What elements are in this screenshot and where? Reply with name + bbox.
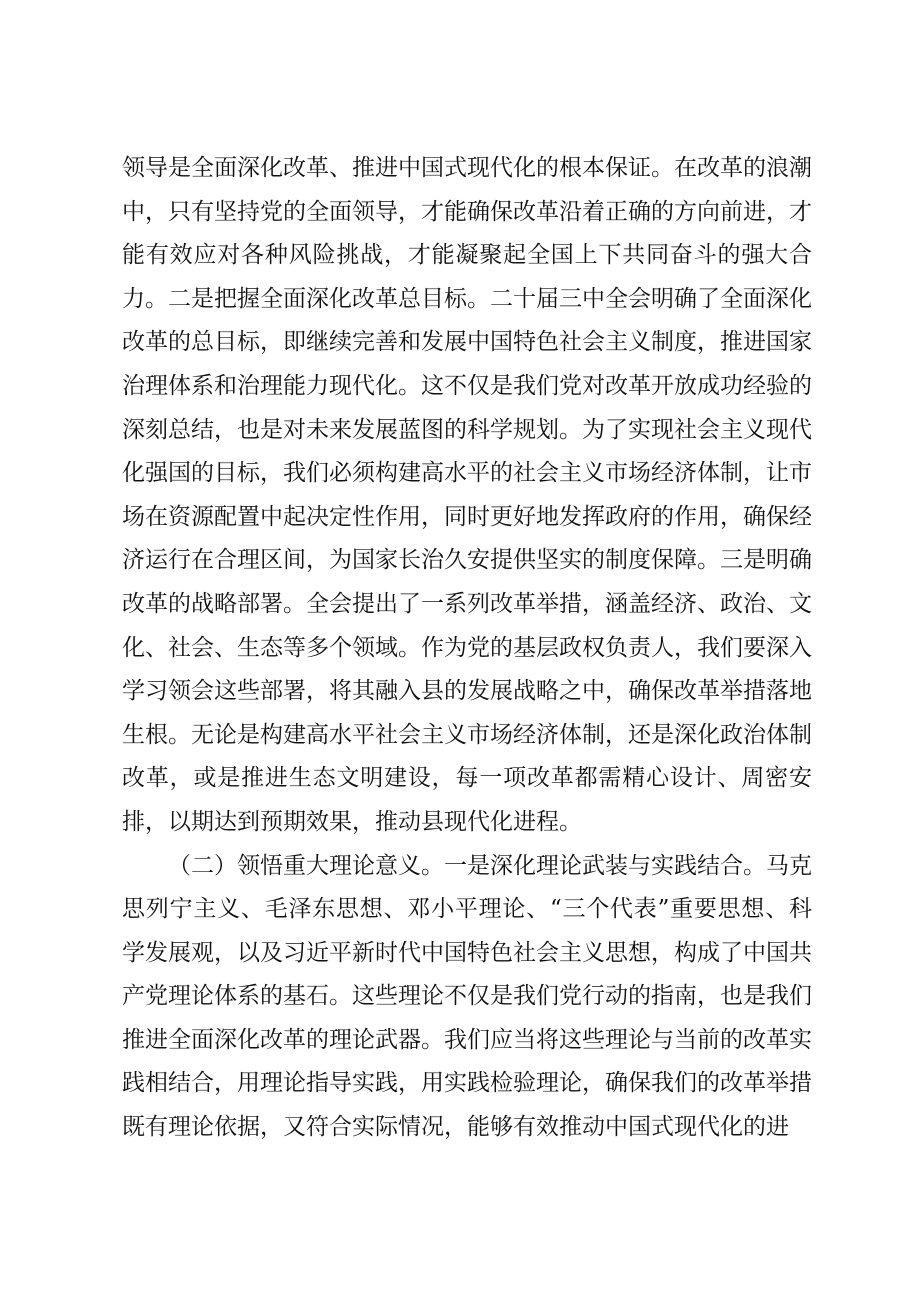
body-text <box>122 147 812 1150</box>
paragraph-section-two: （二）领悟重大理论意义。一是深化理论武装与实践结合。马克思列宁主义、毛泽东思想、邓小平理论、“三个代表”重要思想、科学发展观，以及习近平新时代中国特色社会主义思想，构成了中国共产党理论体系的基石。这些理论不仅是我们党行动的指南，也是我们推进全面深化改革的理论武器。我们应当将这些理论与当前的改革实践相结合，用理论指导实践，用实践检验理论，确保我们的改革举措既有理论依据，又符合实际情况，能够有效推动中国式现代化的进 <box>122 852 812 1141</box>
paragraph-continuation: 领导是全面深化改革、推进中国式现代化的根本保证。在改革的浪潮中，只有坚持党的全面领导，才能确保改革沿着正确的方向前进，才能有效应对各种风险挑战，才能凝聚起全国上下共同奋斗的强大合力。二是把握全面深化改革总目标。二十届三中全会明确了全面深化改革的总目标，即继续完善和发展中国特色社会主义制度，推进国家治理体系和治理能力现代化。这不仅是我们党对改革开放成功经验的深刻总结，也是对未来发展蓝图的科学规划。为了实现社会主义现代化强国的目标，我们必须构建高水平的社会主义市场经济体制，让市场在资源配置中起决定性作用，同时更好地发挥政府的作用，确保经济运行在合理区间，为国家长治久安提供坚实的制度保障。三是明确改革的战略部署。全会提出了一系列改革举措，涵盖经济、政治、文化、社会、生态等多个领域。作为党的基层政权负责人，我们要深入学习领会这些部署，将其融入县的发展战略之中，确保改革举措落地生根。无论是构建高水平社会主义市场经济体制，还是深化政治体制改革，或是推进生态文明建设，每一项改革都需精心设计、周密安排，以期达到预期效果，推动县现代化进程。 <box>122 155 812 835</box>
